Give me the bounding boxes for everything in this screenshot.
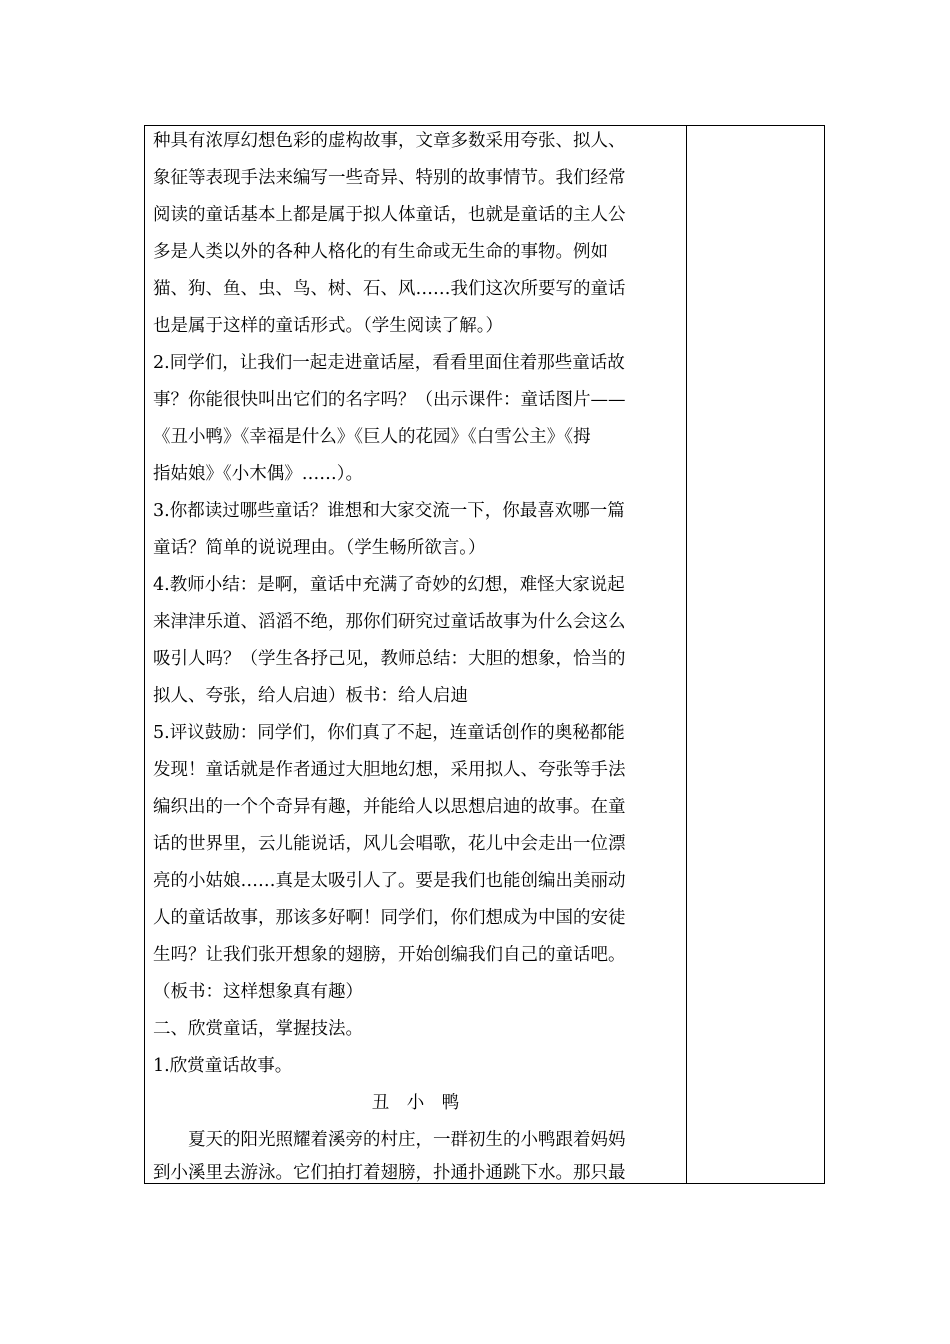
story-title: 丑 小 鸭 bbox=[371, 1093, 460, 1113]
text-line: 话的世界里，云儿能说话，风儿会唱歌，花儿中会走出一位漂 bbox=[153, 834, 626, 854]
text-line: 也是属于这样的童话形式。（学生阅读了解。） bbox=[153, 316, 503, 336]
text-line: 人的童话故事，那该多好啊！同学们，你们想成为中国的安徒 bbox=[153, 908, 626, 928]
text-line: 亮的小姑娘……真是太吸引人了。要是我们也能创编出美丽动 bbox=[153, 871, 626, 891]
text-line: 象征等表现手法来编写一些奇异、特别的故事情节。我们经常 bbox=[153, 168, 626, 188]
text-line: 4.教师小结：是啊，童话中充满了奇妙的幻想，难怪大家说起 bbox=[153, 575, 625, 595]
text-line: （板书：这样想象真有趣） bbox=[153, 982, 363, 1002]
text-line: 《丑小鸭》《幸福是什么》《巨人的花园》《白雪公主》《拇 bbox=[153, 427, 591, 447]
text-line: 5.评议鼓励：同学们，你们真了不起，连童话创作的奥秘都能 bbox=[153, 723, 625, 743]
text-line: 拟人、夸张，给人启迪）板书：给人启迪 bbox=[153, 686, 468, 706]
text-line: 生吗？让我们张开想象的翅膀，开始创编我们自己的童话吧。 bbox=[153, 945, 626, 965]
text-line: 3.你都读过哪些童话？谁想和大家交流一下，你最喜欢哪一篇 bbox=[153, 501, 625, 521]
text-line: 事？你能很快叫出它们的名字吗？（出示课件：童话图片—— bbox=[153, 390, 626, 410]
lesson-table bbox=[144, 125, 825, 1184]
text-line: 发现！童话就是作者通过大胆地幻想，采用拟人、夸张等手法 bbox=[153, 760, 626, 780]
notes-cell bbox=[687, 126, 824, 1183]
text-line: 1.欣赏童话故事。 bbox=[153, 1056, 293, 1076]
text-line: 多是人类以外的各种人格化的有生命或无生命的事物。例如 bbox=[153, 242, 608, 262]
text-line: 种具有浓厚幻想色彩的虚构故事，文章多数采用夸张、拟人、 bbox=[153, 131, 626, 151]
text-line: 夏天的阳光照耀着溪旁的村庄，一群初生的小鸭跟着妈妈 bbox=[153, 1130, 626, 1150]
text-line: 2.同学们，让我们一起走进童话屋，看看里面住着那些童话故 bbox=[153, 353, 625, 373]
text-line: 阅读的童话基本上都是属于拟人体童话，也就是童话的主人公 bbox=[153, 205, 626, 225]
lesson-content-cell bbox=[145, 126, 686, 1183]
text-line: 指姑娘》《小木偶》……）。 bbox=[153, 464, 363, 484]
text-line: 吸引人吗？（学生各抒己见，教师总结：大胆的想象，恰当的 bbox=[153, 649, 626, 669]
text-line: 来津津乐道、滔滔不绝，那你们研究过童话故事为什么会这么 bbox=[153, 612, 626, 632]
text-line: 童话？简单的说说理由。（学生畅所欲言。） bbox=[153, 538, 486, 558]
text-line: 到小溪里去游泳。它们拍打着翅膀，扑通扑通跳下水。那只最 bbox=[153, 1163, 626, 1183]
text-line: 编织出的一个个奇异有趣，并能给人以思想启迪的故事。在童 bbox=[153, 797, 626, 817]
text-line: 猫、狗、鱼、虫、鸟、树、石、风……我们这次所要写的童话 bbox=[153, 279, 626, 299]
section-heading: 二、欣赏童话，掌握技法。 bbox=[153, 1019, 363, 1039]
